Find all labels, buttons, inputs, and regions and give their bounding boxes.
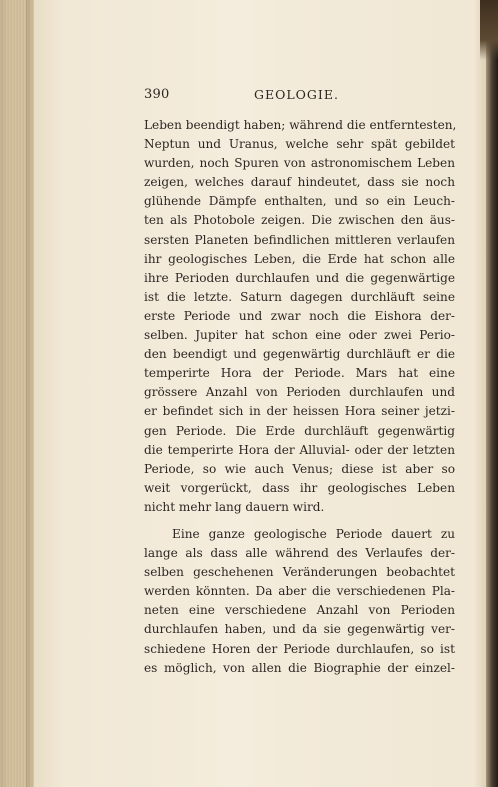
page-header — [144, 87, 444, 107]
text-line: zeigen, welches darauf hindeutet, dass sie noch — [144, 175, 455, 190]
text-line: nicht mehr lang dauern wird. — [144, 499, 325, 514]
running-head: GEOLOGIE. — [254, 87, 339, 102]
text-line: wurden, noch Spuren von astronomischem Leben — [144, 156, 455, 171]
text-line: erste Periode und zwar noch die Eishora der- — [144, 308, 455, 323]
text-line: es möglich, von allen die Biographie der einzel- — [144, 660, 455, 675]
text-line: selben geschehenen Veränderungen beobachtet — [144, 565, 455, 580]
text-line: die temperirte Hora der Alluvial- oder der letzten — [144, 442, 455, 457]
paragraph — [144, 525, 455, 678]
text-line: weit vorgerückt, dass ihr geologisches Leben — [144, 480, 455, 495]
text-line: ten als Photobole zeigen. Die zwischen den äus- — [144, 213, 455, 228]
text-line: Eine ganze geologische Periode dauert zu — [172, 526, 455, 541]
text-line: schiedene Horen der Periode durchlaufen, so ist — [144, 641, 455, 656]
text-line: werden könnten. Da aber die verschiedenen Pla- — [144, 584, 455, 599]
text-line: den beendigt und gegenwärtig durchläuft er die — [144, 347, 455, 362]
text-line: durchlaufen haben, und da sie gegenwärtig ver- — [144, 622, 455, 637]
paragraph-gap — [144, 517, 455, 525]
page-number: 390 — [144, 87, 170, 102]
book-spine-edge — [486, 0, 498, 787]
text-line: ist die letzte. Saturn dagegen durchläuft seine — [144, 289, 455, 304]
body-text — [144, 116, 455, 678]
paragraph — [144, 116, 455, 517]
text-line: neten eine verschiedene Anzahl von Perioden — [144, 603, 455, 618]
text-line: sersten Planeten befindlichen mittleren verlaufen — [144, 232, 455, 247]
text-line: temperirte Hora der Periode. Mars hat eine — [144, 366, 455, 381]
text-line: ihr geologisches Leben, die Erde hat schon alle — [144, 251, 455, 266]
text-line: selben. Jupiter hat schon eine oder zwei Perio- — [144, 328, 455, 343]
text-line: er befindet sich in der heissen Hora seiner jetzi- — [144, 404, 455, 419]
text-line: Periode, so wie auch Venus; diese ist aber so — [144, 461, 455, 476]
text-line: Leben beendigt haben; während die entferntesten, — [144, 118, 457, 132]
text-line: Neptun und Uranus, welche sehr spät gebildet — [144, 137, 455, 152]
text-line: ihre Perioden durchlaufen und die gegenwärtige — [144, 270, 455, 285]
page-edges — [0, 0, 34, 787]
binding-corner — [480, 0, 498, 60]
text-line: glühende Dämpfe enthalten, und so ein Leuch- — [144, 194, 455, 209]
text-line: lange als dass alle während des Verlaufes der- — [144, 546, 455, 561]
text-line: gen Periode. Die Erde durchläuft gegenwärtig — [144, 423, 455, 438]
text-line: grössere Anzahl von Perioden durchlaufen und — [144, 385, 455, 400]
